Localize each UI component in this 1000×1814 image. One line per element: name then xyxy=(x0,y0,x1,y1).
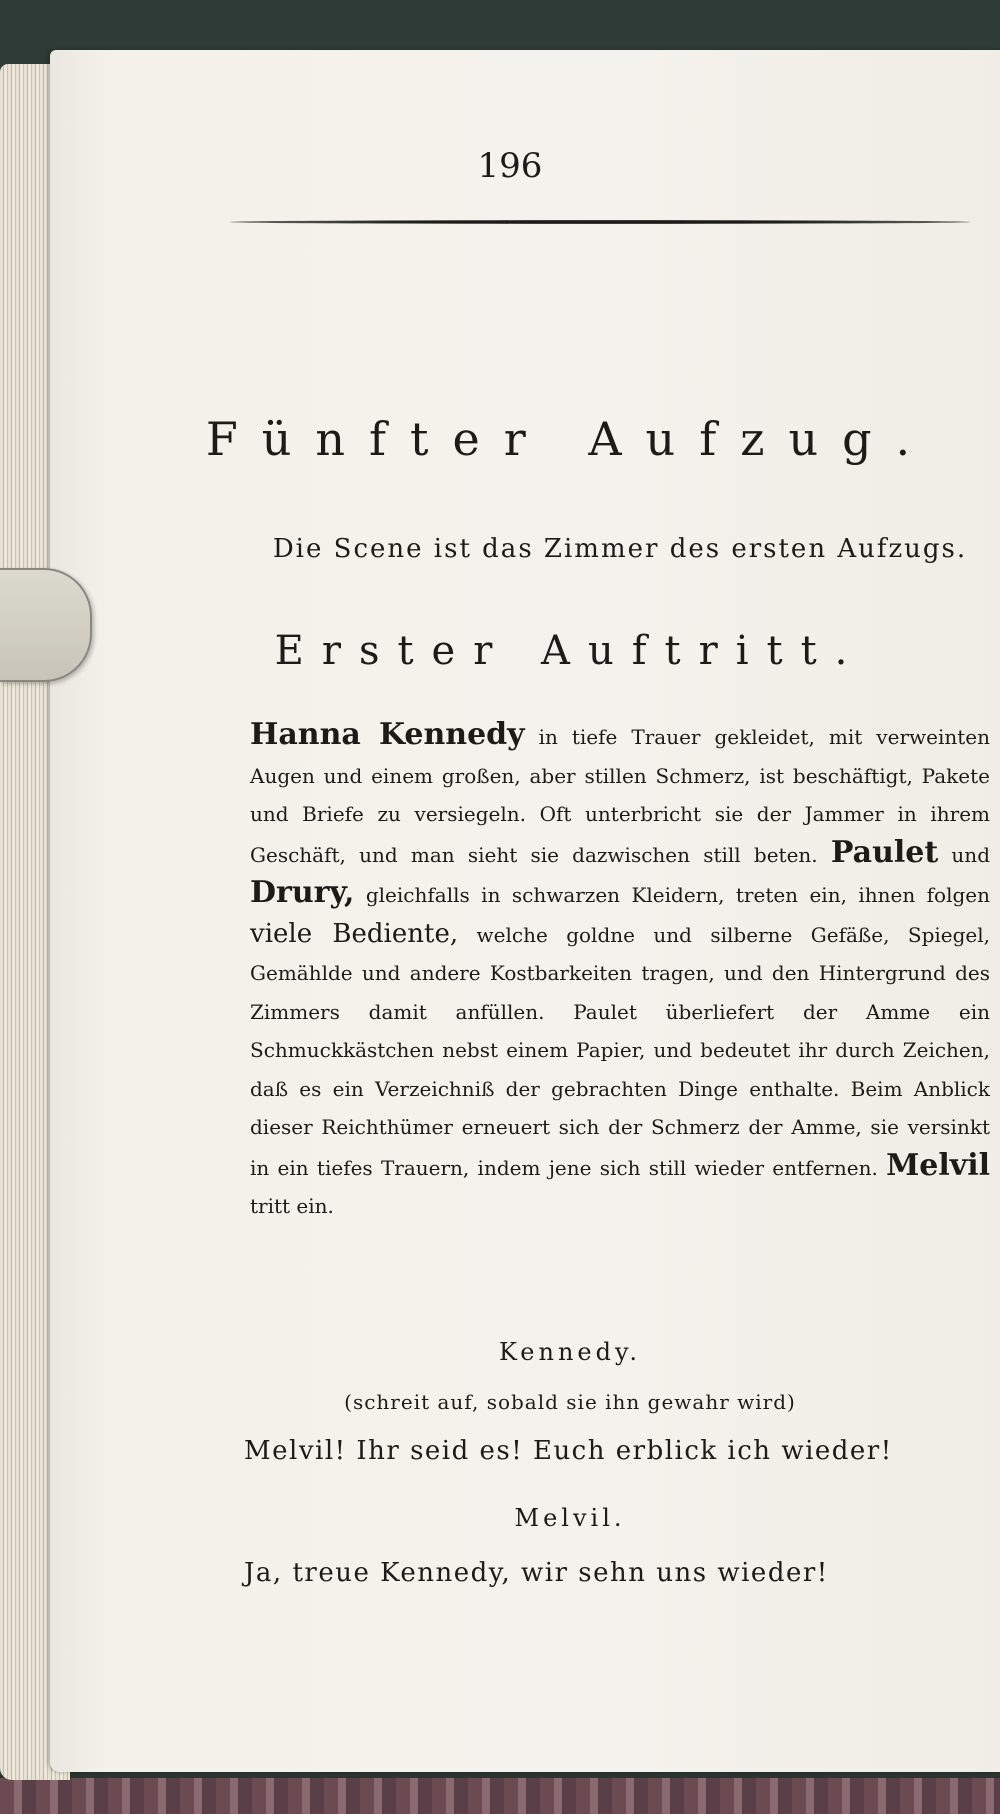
book-page xyxy=(50,50,1000,1772)
stage-text: tritt ein. xyxy=(250,1194,334,1218)
stage-direction xyxy=(250,716,990,1226)
speech-line: Ja, treue Kennedy, wir sehn uns wieder! xyxy=(244,1558,829,1588)
act-title: Fünfter Aufzug. xyxy=(205,412,935,466)
header-rule xyxy=(230,220,970,224)
page-content xyxy=(190,50,990,1772)
stage-text: und xyxy=(938,842,990,867)
speech-line: Melvil! Ihr seid es! Euch erblick ich wieder! xyxy=(244,1436,893,1466)
scene-setting: Die Scene ist das Zimmer des ersten Aufzugs. xyxy=(272,534,968,564)
speaker-name: Melvil. xyxy=(514,1504,626,1532)
page-number: 196 xyxy=(477,146,543,186)
bookmark-tab xyxy=(0,568,92,682)
speaker-name: Kennedy. xyxy=(499,1338,641,1366)
stage-text: in tiefe Trauer gekleidet, mit verweinten Augen und einem großen, aber stillen Schmerz, ist beschäftigt, Pakete und Briefe zu versiegeln. Oft unterbricht sie der Jammer in ihrem Geschäft, und man sieht sie dazwischen still beten. xyxy=(250,725,990,867)
servants-label: viele Bediente, xyxy=(250,918,459,949)
character-name: Drury, xyxy=(250,875,355,910)
character-name: Melvil xyxy=(886,1147,990,1183)
stage-text: gleichfalls in schwarzen Kleidern, treten ein, ihnen folgen xyxy=(354,883,990,907)
character-name: Hanna Kennedy xyxy=(250,717,525,752)
scene-title: Erster Auftritt. xyxy=(274,628,866,674)
stage-text: welche goldne und silberne Gefäße, Spiegel, Gemählde und andere Kostbarkeiten tragen, und den Hintergrund des Zimmers damit anfüllen. Paulet überliefert der Amme ein Schmuckkästchen nebst einem Papier, und bedeutet ihr durch Zeichen, daß es ein Verzeichniß der gebrachten Dinge enthalte. Beim Anblick dieser Reichthümer erneuert sich der Schmerz der Amme, sie versinkt in ein tiefes Trauern, indem jene sich still wieder entfernen. xyxy=(250,922,991,1180)
character-name: Paulet xyxy=(830,834,939,870)
speaker-direction: (schreit auf, sobald sie ihn gewahr wird) xyxy=(344,1390,796,1414)
book-cover-edge xyxy=(0,1778,1000,1814)
